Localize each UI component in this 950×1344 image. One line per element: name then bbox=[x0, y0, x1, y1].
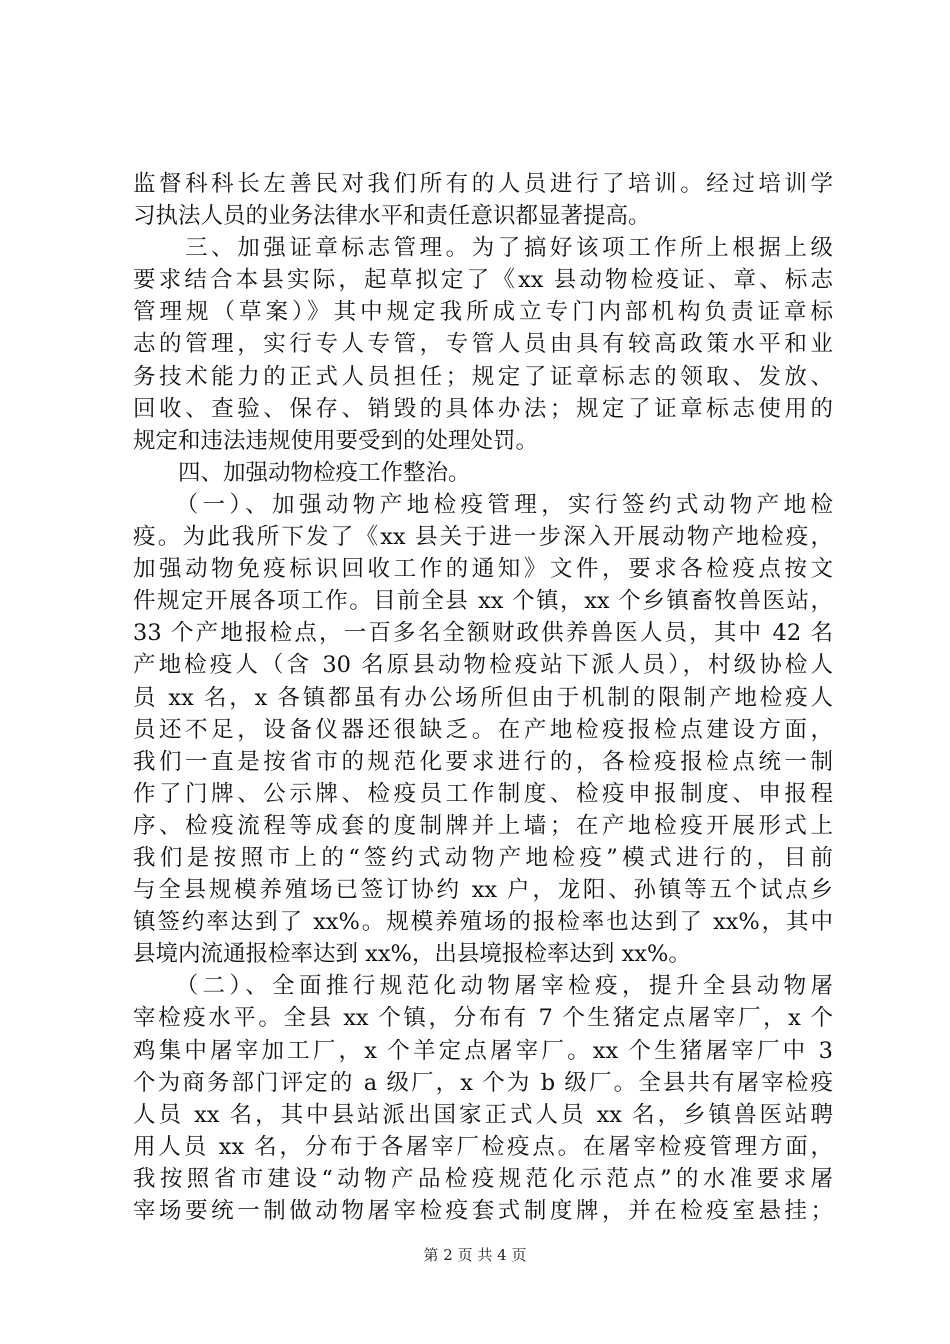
text-line: 作了门牌、公示牌、检疫员工作制度、检疫申报制度、申报程 bbox=[133, 780, 833, 807]
text-line: 习执法人员的业务法律水平和责任意识都显著提高。 bbox=[133, 203, 651, 230]
text-line: 与全县规模养殖场已签订协约 xx 户，龙阳、孙镇等五个试点乡 bbox=[133, 877, 833, 904]
text-line: 我们一直是按省市的规范化要求进行的，各检疫报检点统一制 bbox=[133, 748, 833, 775]
text-line: 序、检疫流程等成套的度制牌并上墙；在产地检疫开展形式上 bbox=[133, 812, 833, 839]
text-line: （一）、加强动物产地检疫管理，实行签约式动物产地检 bbox=[133, 491, 833, 518]
text-line: 要求结合本县实际，起草拟定了《xx 县动物检疫证、章、标志 bbox=[133, 267, 833, 294]
document-body bbox=[133, 168, 833, 1227]
text-line: 规定和违法违规使用要受到的处理处罚。 bbox=[133, 427, 539, 454]
text-line: 疫。为此我所下发了《xx 县关于进一步深入开展动物产地检疫， bbox=[133, 524, 833, 551]
text-line: 县境内流通报检率达到 xx%，出县境报检率达到 xx%。 bbox=[133, 941, 691, 968]
text-line: 我按照省市建设“动物产品检疫规范化示范点”的水准要求屠 bbox=[133, 1165, 833, 1192]
page-footer: 第 2 页 共 4 页 bbox=[423, 1246, 527, 1264]
text-line: 回收、查验、保存、销毁的具体办法；规定了证章标志使用的 bbox=[133, 395, 833, 422]
text-line: 四、加强动物检疫工作整治。 bbox=[133, 459, 471, 486]
text-line: 人员 xx 名，其中县站派出国家正式人员 xx 名，乡镇兽医站聘 bbox=[133, 1101, 833, 1128]
text-line: 鸡集中屠宰加工厂，x 个羊定点屠宰厂。xx 个生猪屠宰厂中 3 bbox=[133, 1037, 833, 1064]
text-line: 镇签约率达到了 xx%。规模养殖场的报检率也达到了 xx%，其中 bbox=[133, 909, 833, 936]
text-line: 务技术能力的正式人员担任；规定了证章标志的领取、发放、 bbox=[133, 363, 833, 390]
text-line: （二）、全面推行规范化动物屠宰检疫，提升全县动物屠 bbox=[133, 973, 833, 1000]
text-line: 管理规（草案）》其中规定我所成立专门内部机构负责证章标 bbox=[133, 299, 833, 326]
text-line: 三、加强证章标志管理。为了搞好该项工作所上根据上级 bbox=[133, 235, 833, 262]
text-line: 产地检疫人（含 30 名原县动物检疫站下派人员），村级协检人 bbox=[133, 652, 833, 679]
text-line: 33 个产地报检点，一百多名全额财政供养兽医人员，其中 42 名 bbox=[133, 620, 833, 647]
text-line: 用人员 xx 名，分布于各屠宰厂检疫点。在屠宰检疫管理方面， bbox=[133, 1133, 833, 1160]
text-line: 加强动物免疫标识回收工作的通知》文件，要求各检疫点按文 bbox=[133, 556, 833, 583]
text-line: 我们是按照市上的“签约式动物产地检疫”模式进行的，目前 bbox=[133, 844, 833, 871]
text-line: 个为商务部门评定的 a 级厂，x 个为 b 级厂。全县共有屠宰检疫 bbox=[133, 1069, 833, 1096]
text-line: 员 xx 名，x 各镇都虽有办公场所但由于机制的限制产地检疫人 bbox=[133, 684, 833, 711]
text-line: 员还不足，设备仪器还很缺乏。在产地检疫报检点建设方面， bbox=[133, 716, 833, 743]
text-line: 志的管理，实行专人专管，专管人员由具有较高政策水平和业 bbox=[133, 331, 833, 358]
text-line: 件规定开展各项工作。目前全县 xx 个镇，xx 个乡镇畜牧兽医站， bbox=[133, 588, 833, 615]
text-line: 宰场要统一制做动物屠宰检疫套式制度牌，并在检疫室悬挂； bbox=[133, 1198, 833, 1224]
text-line: 宰检疫水平。全县 xx 个镇，分布有 7 个生猪定点屠宰厂，x 个 bbox=[133, 1005, 833, 1032]
text-line: 监督科科长左善民对我们所有的人员进行了培训。经过培训学 bbox=[133, 171, 833, 197]
